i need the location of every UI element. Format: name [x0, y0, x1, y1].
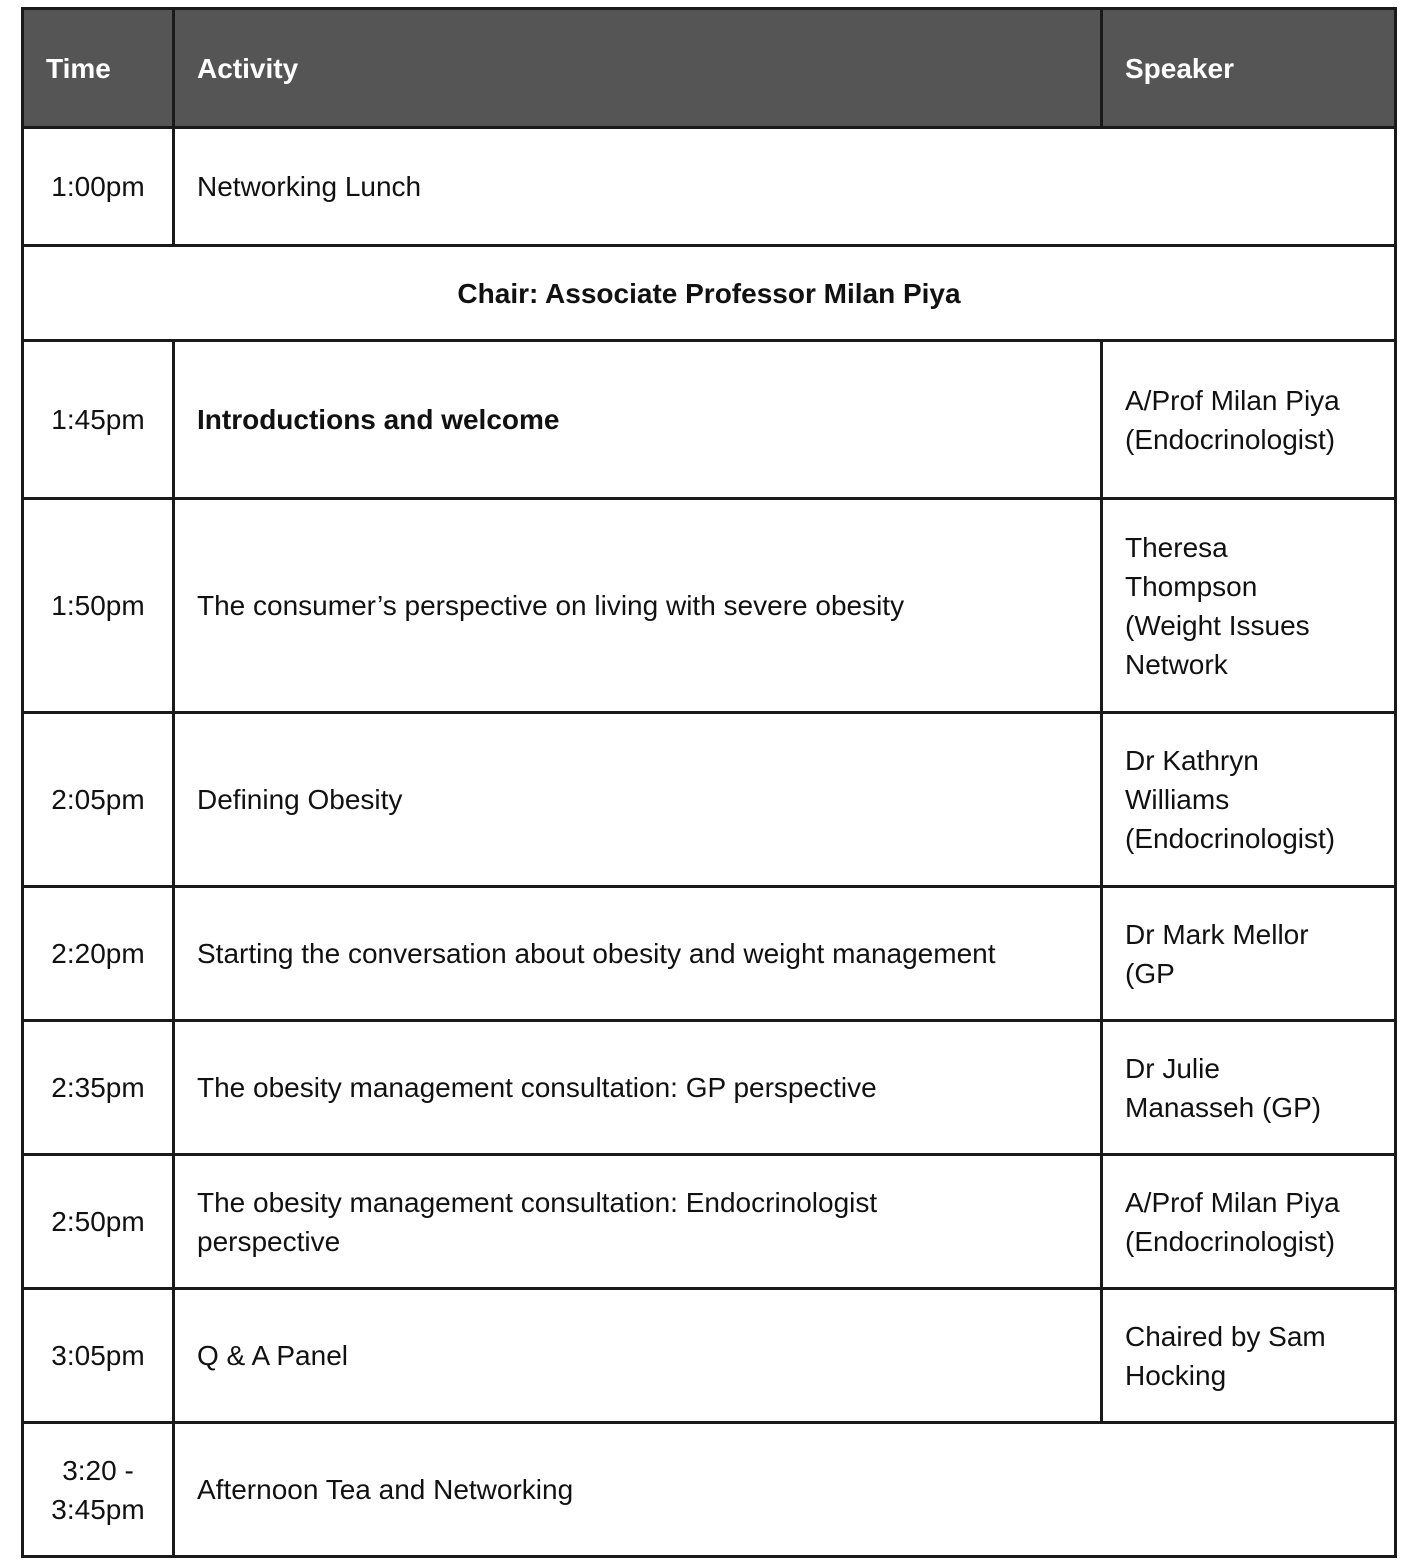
speaker-cell	[1102, 1289, 1396, 1423]
table-row	[23, 341, 1396, 499]
activity-cell: Introductions and welcome	[174, 341, 1102, 499]
speaker-line: Dr Mark Mellor	[1125, 918, 1309, 950]
speaker-cell	[1102, 887, 1396, 1021]
table-row	[23, 1289, 1396, 1423]
speaker-line: Manasseh (GP)	[1125, 1091, 1322, 1123]
header-row	[23, 9, 1396, 128]
time-cell: 2:05pm	[23, 713, 174, 887]
activity-line: perspective	[197, 1225, 341, 1257]
time-cell: 2:50pm	[23, 1155, 174, 1289]
chair-cell: Chair: Associate Professor Milan Piya	[23, 246, 1396, 341]
activity-cell: The consumer’s perspective on living with severe obesity	[174, 499, 1102, 713]
speaker-cell	[1102, 713, 1396, 887]
time-line: 3:45pm	[51, 1493, 145, 1525]
table-row	[23, 1021, 1396, 1155]
speaker-line: A/Prof Milan Piya	[1125, 384, 1340, 416]
table-row	[23, 128, 1396, 246]
time-cell	[23, 1423, 174, 1557]
speaker-line: Dr Julie	[1125, 1052, 1220, 1084]
speaker-line: (Endocrinologist)	[1125, 1225, 1336, 1257]
speaker-cell	[1102, 341, 1396, 499]
header-activity: Activity	[174, 9, 1102, 128]
speaker-line: Network	[1125, 648, 1228, 680]
activity-cell: Networking Lunch	[174, 128, 1396, 246]
activity-cell: Q & A Panel	[174, 1289, 1102, 1423]
speaker-line: (Weight Issues	[1125, 609, 1310, 641]
header-time: Time	[23, 9, 174, 128]
time-cell: 1:45pm	[23, 341, 174, 499]
time-line: 3:20 -	[62, 1454, 134, 1486]
speaker-cell	[1102, 1155, 1396, 1289]
activity-cell: The obesity management consultation: GP perspective	[174, 1021, 1102, 1155]
time-cell: 2:20pm	[23, 887, 174, 1021]
agenda-table	[21, 7, 1397, 1558]
speaker-line: Hocking	[1125, 1359, 1227, 1391]
activity-cell: Afternoon Tea and Networking	[174, 1423, 1396, 1557]
speaker-line: Thompson	[1125, 570, 1258, 602]
table-row	[23, 887, 1396, 1021]
table-row	[23, 499, 1396, 713]
speaker-line: Chaired by Sam	[1125, 1320, 1326, 1352]
speaker-line: (Endocrinologist)	[1125, 823, 1336, 854]
speaker-cell	[1102, 1021, 1396, 1155]
time-cell: 1:50pm	[23, 499, 174, 713]
activity-line: The obesity management consultation: Endocrinologist	[197, 1186, 878, 1218]
speaker-line: (Endocrinologist)	[1125, 423, 1336, 455]
activity-cell	[174, 1155, 1102, 1289]
time-cell: 3:05pm	[23, 1289, 174, 1423]
activity-cell: Starting the conversation about obesity and weight management	[174, 887, 1102, 1021]
table-row	[23, 1423, 1396, 1557]
time-cell: 2:35pm	[23, 1021, 174, 1155]
speaker-line: A/Prof Milan Piya	[1125, 1186, 1340, 1218]
speaker-line: (GP	[1125, 957, 1175, 989]
header-speaker: Speaker	[1102, 9, 1396, 128]
chair-row	[23, 246, 1396, 341]
time-cell: 1:00pm	[23, 128, 174, 246]
speaker-line: Theresa	[1125, 531, 1228, 563]
speaker-cell	[1102, 499, 1396, 713]
table-row	[23, 713, 1396, 887]
table-row	[23, 1155, 1396, 1289]
speaker-line: Dr Kathryn	[1125, 745, 1259, 776]
activity-cell: Defining Obesity	[174, 713, 1102, 887]
speaker-line: Williams	[1125, 784, 1230, 815]
